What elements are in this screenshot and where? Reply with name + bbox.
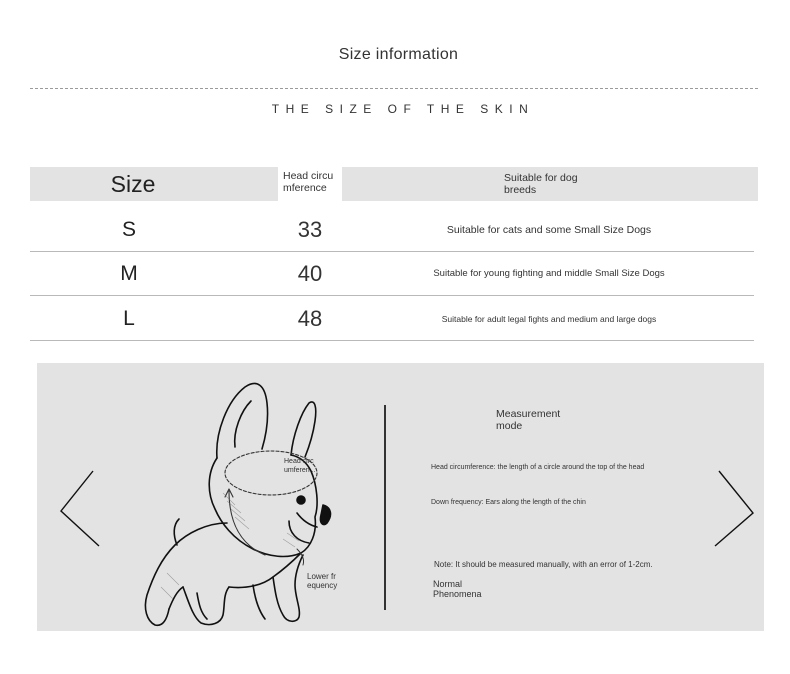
size-cell: S bbox=[121, 217, 136, 241]
table-header bbox=[30, 167, 758, 201]
breed-cell: Suitable for adult legal fights and medium and large dogs bbox=[441, 313, 657, 324]
vertical-divider bbox=[384, 405, 386, 610]
dashed-divider bbox=[30, 88, 758, 89]
page-subtitle: THE SIZE OF THE SKIN bbox=[271, 102, 535, 116]
size-cell: L bbox=[123, 306, 135, 330]
chevron-left-icon[interactable] bbox=[57, 469, 101, 549]
measurement-line: Head circumference: the length of a circle around the top of the head bbox=[431, 464, 645, 471]
head-cell: 40 bbox=[297, 260, 323, 286]
measurement-note: Note: It should be measured manually, with an error of 1-2cm. bbox=[434, 560, 653, 569]
column-header-size: Size bbox=[110, 171, 156, 197]
table-row bbox=[30, 252, 754, 296]
page-title: Size information bbox=[338, 46, 459, 63]
chevron-right-icon[interactable] bbox=[713, 469, 757, 549]
measurement-mode-title: Measurement mode bbox=[496, 408, 561, 432]
measurement-line: Down frequency: Ears along the length of the chin bbox=[431, 499, 586, 506]
head-circumference-label: Head circ umferen... bbox=[284, 458, 316, 474]
table-row bbox=[30, 208, 754, 252]
breed-cell: Suitable for cats and some Small Size Dogs bbox=[446, 223, 652, 236]
lower-frequency-label: Lower fr equency bbox=[307, 572, 338, 590]
head-cell: 48 bbox=[297, 305, 323, 331]
measurement-panel bbox=[37, 363, 764, 631]
size-cell: M bbox=[120, 261, 138, 285]
breed-cell: Suitable for young fighting and middle Small Size Dogs bbox=[433, 268, 665, 279]
table-row bbox=[30, 297, 754, 341]
column-header-breeds: Suitable for dog breeds bbox=[504, 172, 578, 196]
normal-phenomena-label: Normal Phenomena bbox=[433, 579, 482, 599]
column-header-head-circumference: Head circu mference bbox=[278, 167, 342, 201]
head-cell: 33 bbox=[297, 216, 323, 242]
